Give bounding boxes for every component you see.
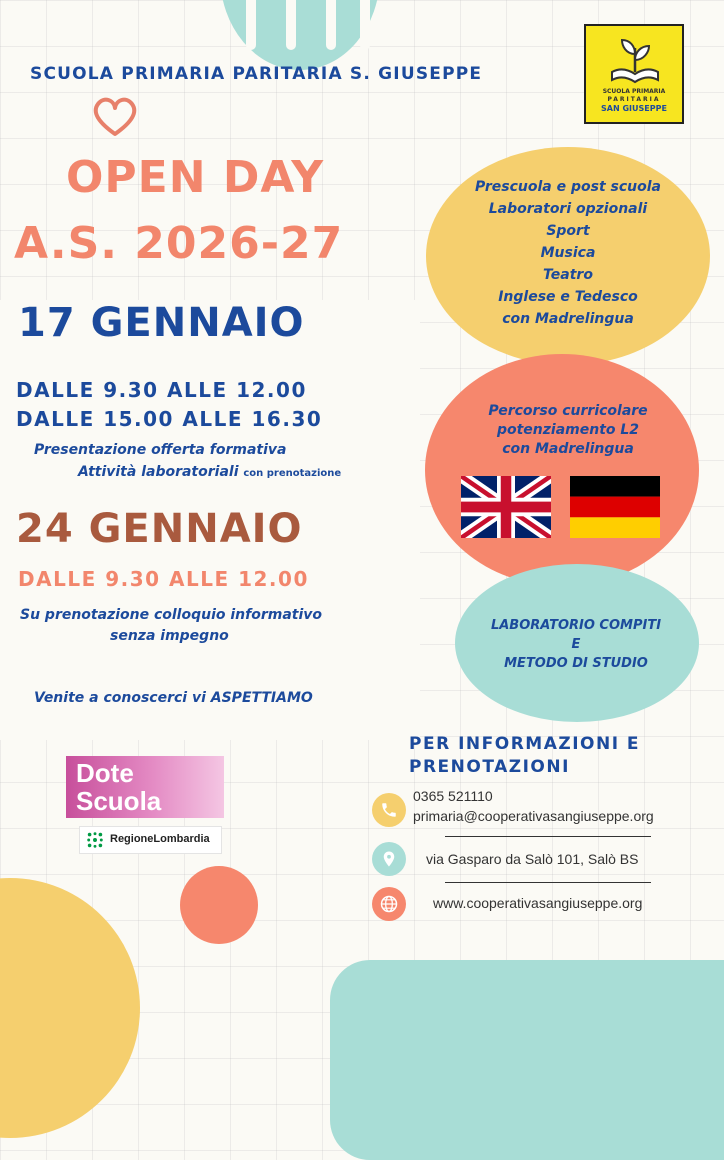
- decorative-circle-yellow: [0, 878, 140, 1138]
- uk-flag-icon: [461, 476, 551, 538]
- event-time: DALLE 9.30 ALLE 12.00: [16, 378, 307, 402]
- top-decoration: [220, 0, 380, 70]
- curriculum-line: con Madrelingua: [502, 441, 634, 457]
- phone-icon: [372, 793, 406, 827]
- location-pin-icon: [372, 842, 406, 876]
- homework-lab-line: E: [571, 637, 581, 652]
- book-plant-icon: [608, 32, 662, 86]
- logo-text-line: SAN GIUSEPPE: [601, 104, 667, 113]
- website-link[interactable]: www.cooperativasangiuseppe.org: [433, 895, 643, 911]
- dote-scuola-logo: [66, 756, 224, 818]
- logo-text-line: PARITARIA: [607, 96, 661, 103]
- dote-line: Dote: [76, 758, 134, 788]
- globe-icon: [372, 887, 406, 921]
- regione-lombardia-logo: [79, 826, 222, 854]
- event-description: Presentazione offerta formativa: [34, 442, 287, 458]
- info-title-line: PER INFORMAZIONI E: [409, 734, 641, 754]
- services-list-item: Musica: [540, 245, 596, 261]
- school-year-title: A.S. 2026-27: [14, 218, 344, 269]
- address: via Gasparo da Salò 101, Salò BS: [426, 851, 639, 867]
- top-decoration-stripe: [326, 0, 336, 50]
- school-logo: [584, 24, 684, 124]
- dote-scuola-text: [76, 759, 161, 815]
- event-description-note: con prenotazione: [243, 468, 342, 479]
- event-date-2: 24 GENNAIO: [16, 506, 303, 552]
- curriculum-line: Percorso curricolare: [488, 403, 648, 419]
- logo-text-line: SCUOLA PRIMARIA: [602, 88, 666, 95]
- invite-text: Venite a conoscerci vi ASPETTIAMO: [34, 690, 313, 706]
- services-list-item: Inglese e Tedesco: [498, 289, 638, 305]
- event-description: senza impegno: [110, 628, 229, 644]
- services-list-item: Teatro: [543, 267, 593, 283]
- event-date-1: 17 GENNAIO: [18, 300, 305, 346]
- top-decoration-stripe: [360, 0, 370, 50]
- services-list-item: Laboratori opzionali: [488, 201, 648, 217]
- event-description: Su prenotazione colloquio informativo: [20, 607, 323, 623]
- info-title-line: PRENOTAZIONI: [409, 757, 570, 777]
- top-decoration-stripe: [286, 0, 296, 50]
- decorative-circle-orange: [180, 866, 258, 944]
- top-decoration-stripe: [246, 0, 256, 50]
- homework-lab-line: METODO DI STUDIO: [504, 656, 648, 671]
- event-description: [78, 464, 341, 480]
- homework-lab-text: [458, 616, 694, 673]
- services-list: [440, 176, 696, 330]
- rosa-camuna-icon: [86, 831, 104, 849]
- services-list-item: con Madrelingua: [502, 311, 634, 327]
- germany-flag-icon: [570, 476, 660, 538]
- services-list-item: Sport: [546, 223, 590, 239]
- curriculum-text: [440, 402, 696, 459]
- event-time: DALLE 15.00 ALLE 16.30: [16, 407, 323, 431]
- phone-number[interactable]: 0365 521110: [413, 788, 493, 804]
- email-link[interactable]: primaria@cooperativasangiuseppe.org: [413, 808, 654, 824]
- school-name: SCUOLA PRIMARIA PARITARIA S. GIUSEPPE: [30, 64, 483, 84]
- open-day-title: OPEN DAY: [66, 152, 325, 203]
- decorative-shape-teal: [330, 960, 724, 1160]
- divider: [445, 882, 651, 883]
- heart-icon: [92, 96, 138, 138]
- event-description-text: Attività laboratoriali: [78, 464, 239, 480]
- event-time: DALLE 9.30 ALLE 12.00: [18, 567, 309, 591]
- services-list-item: Prescuola e post scuola: [475, 179, 661, 195]
- orange-bubble: [425, 354, 699, 586]
- curriculum-line: potenziamento L2: [496, 422, 640, 438]
- divider: [445, 836, 651, 837]
- homework-lab-line: LABORATORIO COMPITI: [490, 618, 662, 633]
- dote-line: Scuola: [76, 786, 162, 816]
- region-label: RegioneLombardia: [110, 833, 210, 845]
- info-title: [409, 733, 709, 779]
